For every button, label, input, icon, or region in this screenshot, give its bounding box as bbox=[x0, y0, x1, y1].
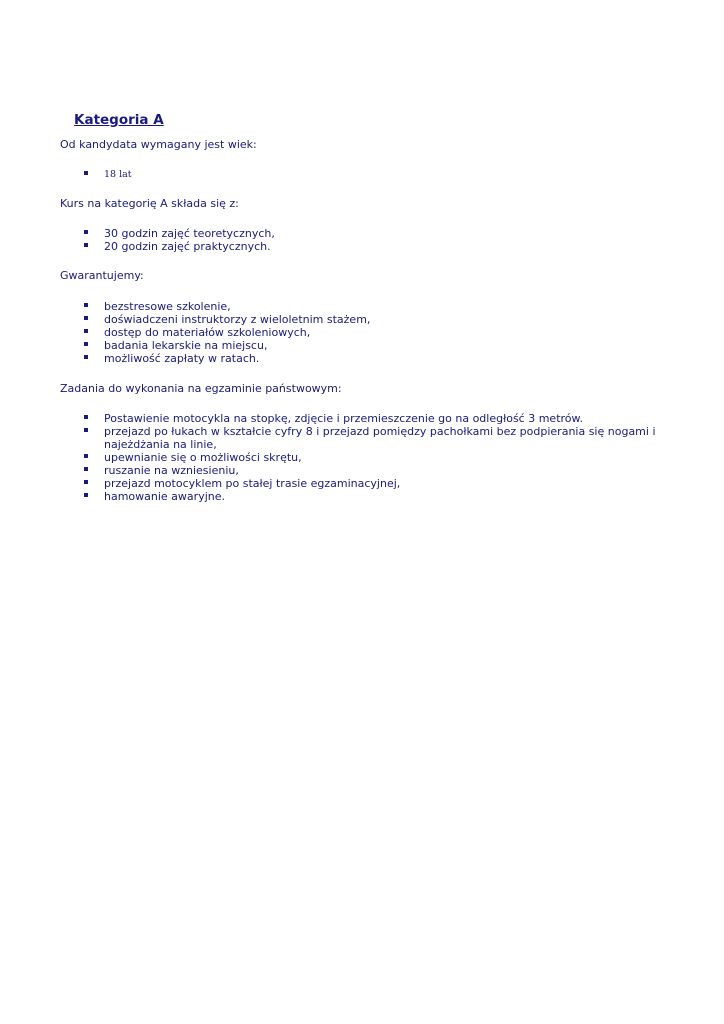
list-item: bezstresowe szkolenie, bbox=[60, 300, 684, 313]
page-title: Kategoria A bbox=[74, 112, 164, 128]
list-item: 20 godzin zajęć praktycznych. bbox=[60, 240, 684, 253]
list-item: doświadczeni instruktorzy z wieloletnim stażem, bbox=[60, 313, 684, 326]
course-composition-list bbox=[60, 227, 684, 253]
guarantees-heading: Gwarantujemy: bbox=[60, 269, 144, 282]
list-item: hamowanie awaryjne. bbox=[60, 490, 684, 503]
list-item: przejazd motocyklem po stałej trasie egzaminacyjnej, bbox=[60, 477, 684, 490]
list-item: 30 godzin zajęć teoretycznych, bbox=[60, 227, 684, 240]
age-requirement-list bbox=[60, 168, 684, 181]
list-item: ruszanie na wzniesieniu, bbox=[60, 464, 684, 477]
list-item: 18 lat bbox=[60, 168, 684, 181]
age-requirement-heading: Od kandydata wymagany jest wiek: bbox=[60, 138, 257, 151]
list-item: dostęp do materiałów szkoleniowych, bbox=[60, 326, 684, 339]
list-item: możliwość zapłaty w ratach. bbox=[60, 352, 684, 365]
guarantees-list bbox=[60, 300, 684, 365]
exam-tasks-heading: Zadania do wykonania na egzaminie państwowym: bbox=[60, 382, 342, 395]
course-composition-heading: Kurs na kategorię A składa się z: bbox=[60, 197, 239, 210]
exam-tasks-list bbox=[60, 412, 684, 503]
list-item: przejazd po łukach w kształcie cyfry 8 i przejazd pomiędzy pachołkami bez podpierania się nogami i najeżdżania na linie, bbox=[60, 425, 684, 451]
list-item: upewnianie się o możliwości skrętu, bbox=[60, 451, 684, 464]
list-item: badania lekarskie na miejscu, bbox=[60, 339, 684, 352]
list-item: Postawienie motocykla na stopkę, zdjęcie i przemieszczenie go na odległość 3 metrów. bbox=[60, 412, 684, 425]
